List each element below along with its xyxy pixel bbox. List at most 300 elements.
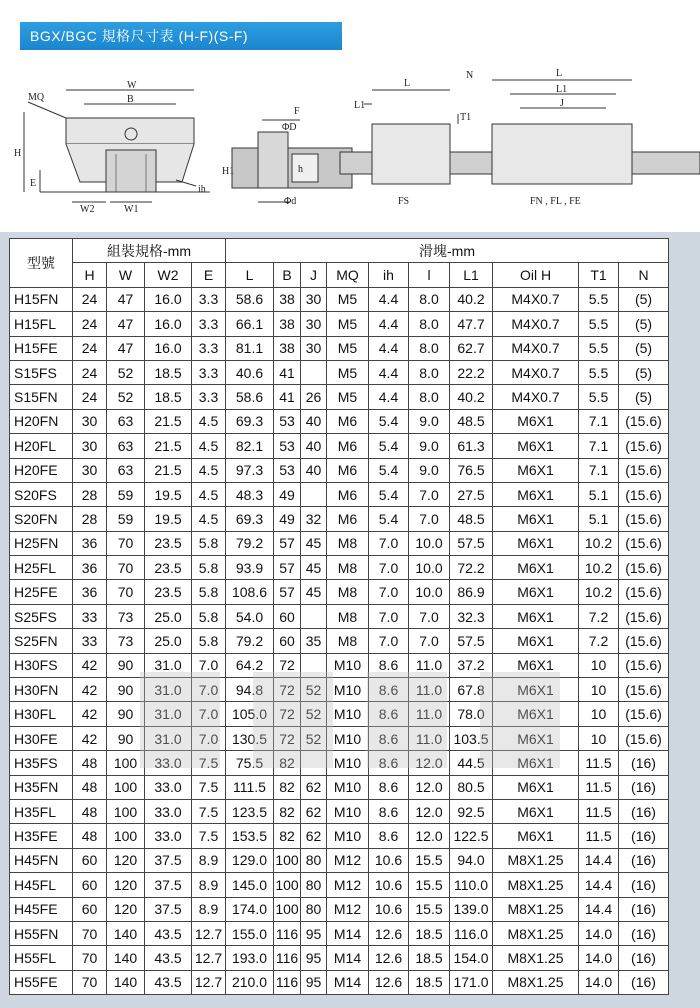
table-cell: M6X1 bbox=[493, 824, 579, 848]
table-cell: 72 bbox=[274, 726, 301, 750]
table-cell: 18.5 bbox=[409, 921, 450, 945]
table-cell: 10.6 bbox=[369, 873, 409, 897]
table-cell: 26 bbox=[301, 385, 327, 409]
table-cell: 54.0 bbox=[226, 604, 274, 628]
table-cell: 75.5 bbox=[226, 751, 274, 775]
table-cell: 3.3 bbox=[192, 312, 226, 336]
model-cell: S20FS bbox=[10, 482, 73, 506]
table-cell: M10 bbox=[327, 799, 369, 823]
column-header: MQ bbox=[327, 263, 369, 287]
header-model: 型號 bbox=[10, 239, 73, 288]
table-cell: 33 bbox=[73, 629, 107, 653]
table-cell: 44.5 bbox=[450, 751, 493, 775]
label-f: F bbox=[294, 106, 300, 117]
table-cell: (15.6) bbox=[619, 580, 669, 604]
table-cell: 41 bbox=[274, 385, 301, 409]
label-phi-d-lower: Φd bbox=[284, 196, 297, 207]
label-fn-l: L bbox=[556, 68, 563, 79]
table-cell: M12 bbox=[327, 848, 369, 872]
table-cell: (15.6) bbox=[619, 702, 669, 726]
table-cell: (16) bbox=[619, 970, 669, 994]
table-cell: 120 bbox=[107, 873, 145, 897]
table-row bbox=[10, 775, 669, 799]
table-cell: 7.5 bbox=[192, 824, 226, 848]
table-cell: 42 bbox=[73, 726, 107, 750]
table-row bbox=[10, 385, 669, 409]
table-cell: M8 bbox=[327, 531, 369, 555]
table-cell: 111.5 bbox=[226, 775, 274, 799]
table-cell: M8X1.25 bbox=[493, 946, 579, 970]
table-cell: 3.3 bbox=[192, 287, 226, 311]
model-cell: S15FS bbox=[10, 360, 73, 384]
table-cell: 36 bbox=[73, 580, 107, 604]
table-cell: 69.3 bbox=[226, 409, 274, 433]
fn-block-view bbox=[466, 68, 632, 207]
table-cell: 45 bbox=[301, 531, 327, 555]
table-row bbox=[10, 946, 669, 970]
table-cell: 62 bbox=[301, 824, 327, 848]
table-cell: 5.5 bbox=[579, 287, 619, 311]
table-cell: 52 bbox=[301, 702, 327, 726]
table-cell bbox=[301, 482, 327, 506]
table-row bbox=[10, 287, 669, 311]
table-cell: 100 bbox=[107, 751, 145, 775]
table-cell: 57.5 bbox=[450, 629, 493, 653]
table-cell: 12.0 bbox=[409, 751, 450, 775]
table-cell: 63 bbox=[107, 434, 145, 458]
table-cell: M10 bbox=[327, 775, 369, 799]
model-cell: H35FE bbox=[10, 824, 73, 848]
table-cell: 8.9 bbox=[192, 873, 226, 897]
table-cell: 9.0 bbox=[409, 458, 450, 482]
table-cell: 174.0 bbox=[226, 897, 274, 921]
table-cell: 23.5 bbox=[145, 556, 192, 580]
table-cell: 30 bbox=[73, 409, 107, 433]
table-row bbox=[10, 678, 669, 702]
model-cell: H55FE bbox=[10, 970, 73, 994]
table-cell: M6X1 bbox=[493, 702, 579, 726]
table-cell: 37.2 bbox=[450, 653, 493, 677]
table-cell: (5) bbox=[619, 385, 669, 409]
table-cell: 53 bbox=[274, 434, 301, 458]
table-cell: 42 bbox=[73, 653, 107, 677]
table-cell: 3.3 bbox=[192, 385, 226, 409]
table-cell: 86.9 bbox=[450, 580, 493, 604]
table-row bbox=[10, 653, 669, 677]
table-cell: 40.6 bbox=[226, 360, 274, 384]
table-cell: 5.1 bbox=[579, 482, 619, 506]
table-row bbox=[10, 360, 669, 384]
label-w2: W2 bbox=[80, 204, 95, 215]
table-cell: (5) bbox=[619, 360, 669, 384]
table-cell: 11.5 bbox=[579, 824, 619, 848]
model-cell: H45FL bbox=[10, 873, 73, 897]
table-cell: 5.4 bbox=[369, 409, 409, 433]
model-cell: H45FN bbox=[10, 848, 73, 872]
table-cell: 52 bbox=[301, 678, 327, 702]
table-cell: 122.5 bbox=[450, 824, 493, 848]
table-cell: M4X0.7 bbox=[493, 385, 579, 409]
table-cell: 92.5 bbox=[450, 799, 493, 823]
table-cell: 10 bbox=[579, 678, 619, 702]
table-cell: M6X1 bbox=[493, 799, 579, 823]
table-cell: M6X1 bbox=[493, 726, 579, 750]
model-cell: H15FN bbox=[10, 287, 73, 311]
table-cell: (15.6) bbox=[619, 531, 669, 555]
table-cell: M6X1 bbox=[493, 458, 579, 482]
table-cell: 21.5 bbox=[145, 434, 192, 458]
model-cell: H35FN bbox=[10, 775, 73, 799]
column-header: N bbox=[619, 263, 669, 287]
table-cell: M4X0.7 bbox=[493, 360, 579, 384]
table-cell: 7.0 bbox=[409, 629, 450, 653]
table-cell: 62 bbox=[301, 775, 327, 799]
table-cell: 52 bbox=[107, 360, 145, 384]
column-header: J bbox=[301, 263, 327, 287]
table-cell: 10.6 bbox=[369, 897, 409, 921]
table-cell: 30 bbox=[301, 287, 327, 311]
table-cell: 11.5 bbox=[579, 799, 619, 823]
table-cell: (5) bbox=[619, 287, 669, 311]
model-cell: H20FE bbox=[10, 458, 73, 482]
table-cell: (15.6) bbox=[619, 482, 669, 506]
table-cell: 3.3 bbox=[192, 360, 226, 384]
label-fn-l1: L1 bbox=[556, 84, 568, 95]
table-cell: M14 bbox=[327, 970, 369, 994]
table-cell: 8.0 bbox=[409, 287, 450, 311]
table-cell: 4.4 bbox=[369, 360, 409, 384]
table-cell: 22.2 bbox=[450, 360, 493, 384]
table-cell: 8.6 bbox=[369, 702, 409, 726]
table-cell: 15.5 bbox=[409, 848, 450, 872]
table-cell: 90 bbox=[107, 678, 145, 702]
table-cell: 10 bbox=[579, 702, 619, 726]
table-cell: 12.7 bbox=[192, 921, 226, 945]
table-cell: 70 bbox=[107, 556, 145, 580]
table-cell: 130.5 bbox=[226, 726, 274, 750]
table-cell: 70 bbox=[73, 970, 107, 994]
table-cell: 70 bbox=[107, 531, 145, 555]
label-fs-l1: L1 bbox=[354, 100, 366, 111]
table-cell: 90 bbox=[107, 702, 145, 726]
page-title: BGX/BGC 規格尺寸表 (H-F)(S-F) bbox=[20, 22, 342, 50]
table-cell: 80 bbox=[301, 897, 327, 921]
table-cell: 82 bbox=[274, 751, 301, 775]
table-cell: 18.5 bbox=[409, 946, 450, 970]
table-cell: 8.6 bbox=[369, 726, 409, 750]
table-cell: 47.7 bbox=[450, 312, 493, 336]
model-cell: H25FL bbox=[10, 556, 73, 580]
table-cell: 25.0 bbox=[145, 629, 192, 653]
table-cell: 12.6 bbox=[369, 921, 409, 945]
table-cell: 47 bbox=[107, 287, 145, 311]
label-ih: ih bbox=[198, 184, 206, 195]
table-cell: 69.3 bbox=[226, 507, 274, 531]
table-cell: 129.0 bbox=[226, 848, 274, 872]
table-cell: 37.5 bbox=[145, 873, 192, 897]
table-cell: 93.9 bbox=[226, 556, 274, 580]
table-cell: 14.0 bbox=[579, 970, 619, 994]
table-cell: 62 bbox=[301, 799, 327, 823]
cross-section-view bbox=[14, 80, 210, 215]
table-cell: M6X1 bbox=[493, 556, 579, 580]
table-cell: 33.0 bbox=[145, 799, 192, 823]
table-cell: 7.0 bbox=[369, 604, 409, 628]
table-cell: 90 bbox=[107, 726, 145, 750]
table-cell: 145.0 bbox=[226, 873, 274, 897]
table-cell: M6X1 bbox=[493, 629, 579, 653]
table-cell: 73 bbox=[107, 629, 145, 653]
table-cell: 61.3 bbox=[450, 434, 493, 458]
table-cell: 110.0 bbox=[450, 873, 493, 897]
table-cell: M6X1 bbox=[493, 409, 579, 433]
table-cell: 94.8 bbox=[226, 678, 274, 702]
table-cell: 57.5 bbox=[450, 531, 493, 555]
table-cell: 43.5 bbox=[145, 970, 192, 994]
table-row bbox=[10, 312, 669, 336]
table-cell: 4.4 bbox=[369, 385, 409, 409]
table-cell: M6X1 bbox=[493, 775, 579, 799]
label-fn-fl-fe: FN , FL , FE bbox=[530, 196, 581, 207]
model-cell: H30FL bbox=[10, 702, 73, 726]
table-cell: (15.6) bbox=[619, 556, 669, 580]
column-header-row bbox=[10, 263, 669, 287]
table-row bbox=[10, 970, 669, 994]
table-cell: 12.7 bbox=[192, 946, 226, 970]
table-cell: 9.0 bbox=[409, 409, 450, 433]
table-cell: 7.2 bbox=[579, 604, 619, 628]
table-cell: 7.2 bbox=[579, 629, 619, 653]
table-cell: 19.5 bbox=[145, 482, 192, 506]
table-cell: 70 bbox=[73, 921, 107, 945]
table-cell: 31.0 bbox=[145, 726, 192, 750]
label-e: E bbox=[30, 178, 37, 189]
table-cell: 23.5 bbox=[145, 580, 192, 604]
table-cell: 3.3 bbox=[192, 336, 226, 360]
table-cell bbox=[301, 360, 327, 384]
table-cell: 140 bbox=[107, 970, 145, 994]
table-cell: 4.4 bbox=[369, 336, 409, 360]
spec-table-panel bbox=[0, 232, 700, 1008]
table-row bbox=[10, 702, 669, 726]
table-cell: (16) bbox=[619, 799, 669, 823]
table-cell: 11.5 bbox=[579, 775, 619, 799]
table-cell: (15.6) bbox=[619, 507, 669, 531]
table-cell: 8.6 bbox=[369, 678, 409, 702]
table-cell: 38 bbox=[274, 312, 301, 336]
table-cell: M6 bbox=[327, 409, 369, 433]
table-cell: 11.0 bbox=[409, 726, 450, 750]
table-cell: 9.0 bbox=[409, 434, 450, 458]
table-cell: M5 bbox=[327, 385, 369, 409]
label-w: W bbox=[127, 80, 137, 91]
table-cell: 48.5 bbox=[450, 409, 493, 433]
table-cell: 5.5 bbox=[579, 312, 619, 336]
table-cell: 60 bbox=[274, 629, 301, 653]
table-cell: 105.0 bbox=[226, 702, 274, 726]
table-cell: 79.2 bbox=[226, 531, 274, 555]
model-cell: H25FE bbox=[10, 580, 73, 604]
table-cell: 8.0 bbox=[409, 360, 450, 384]
table-cell: 7.0 bbox=[369, 629, 409, 653]
table-cell: (15.6) bbox=[619, 678, 669, 702]
model-cell: H45FE bbox=[10, 897, 73, 921]
table-cell: 5.1 bbox=[579, 507, 619, 531]
table-cell: 5.4 bbox=[369, 458, 409, 482]
label-mq: MQ bbox=[28, 92, 45, 103]
table-cell: 16.0 bbox=[145, 336, 192, 360]
table-row bbox=[10, 629, 669, 653]
table-cell: 7.0 bbox=[192, 726, 226, 750]
table-cell: 123.5 bbox=[226, 799, 274, 823]
table-cell: 28 bbox=[73, 482, 107, 506]
table-cell: 7.1 bbox=[579, 409, 619, 433]
table-cell: M6X1 bbox=[493, 580, 579, 604]
table-cell: M6X1 bbox=[493, 604, 579, 628]
table-cell: M5 bbox=[327, 312, 369, 336]
column-header: l bbox=[409, 263, 450, 287]
table-cell: 57 bbox=[274, 580, 301, 604]
table-cell: 95 bbox=[301, 946, 327, 970]
table-cell: 57 bbox=[274, 556, 301, 580]
table-row bbox=[10, 580, 669, 604]
table-cell: 155.0 bbox=[226, 921, 274, 945]
table-cell: 37.5 bbox=[145, 897, 192, 921]
table-cell: 42 bbox=[73, 678, 107, 702]
table-cell: 41 bbox=[274, 360, 301, 384]
table-cell: 7.0 bbox=[192, 678, 226, 702]
table-cell: 5.4 bbox=[369, 507, 409, 531]
table-cell: 18.5 bbox=[409, 970, 450, 994]
table-cell: M14 bbox=[327, 946, 369, 970]
table-cell: 24 bbox=[73, 360, 107, 384]
table-cell: M10 bbox=[327, 653, 369, 677]
table-cell: 8.9 bbox=[192, 897, 226, 921]
table-cell: 116 bbox=[274, 921, 301, 945]
table-cell: M4X0.7 bbox=[493, 336, 579, 360]
table-cell: 35 bbox=[301, 629, 327, 653]
table-cell: 53 bbox=[274, 409, 301, 433]
table-cell: 5.8 bbox=[192, 629, 226, 653]
table-cell: 14.4 bbox=[579, 873, 619, 897]
table-cell: M8 bbox=[327, 556, 369, 580]
table-cell: 4.5 bbox=[192, 409, 226, 433]
table-cell: (15.6) bbox=[619, 629, 669, 653]
table-cell: 49 bbox=[274, 507, 301, 531]
label-phi-d-upper: ΦD bbox=[282, 122, 297, 133]
table-cell: 82 bbox=[274, 775, 301, 799]
table-cell: 40.2 bbox=[450, 385, 493, 409]
label-h-small: h bbox=[298, 164, 303, 175]
table-cell: 7.5 bbox=[192, 775, 226, 799]
table-cell: 11.0 bbox=[409, 653, 450, 677]
table-cell: 7.1 bbox=[579, 458, 619, 482]
table-cell: (16) bbox=[619, 848, 669, 872]
table-row bbox=[10, 921, 669, 945]
table-cell: 70 bbox=[107, 580, 145, 604]
column-header: L bbox=[226, 263, 274, 287]
table-cell: 64.2 bbox=[226, 653, 274, 677]
table-cell: M6X1 bbox=[493, 482, 579, 506]
table-cell: 16.0 bbox=[145, 287, 192, 311]
table-cell: 31.0 bbox=[145, 702, 192, 726]
model-cell: S15FN bbox=[10, 385, 73, 409]
table-cell: M4X0.7 bbox=[493, 312, 579, 336]
table-cell: 38 bbox=[274, 287, 301, 311]
table-cell: 154.0 bbox=[450, 946, 493, 970]
table-cell: 14.0 bbox=[579, 946, 619, 970]
table-cell: 73 bbox=[107, 604, 145, 628]
table-cell: M8 bbox=[327, 580, 369, 604]
table-cell: 47 bbox=[107, 312, 145, 336]
table-cell: 40 bbox=[301, 409, 327, 433]
table-cell: 95 bbox=[301, 970, 327, 994]
table-cell: 10 bbox=[579, 653, 619, 677]
table-cell: M8X1.25 bbox=[493, 970, 579, 994]
table-cell: M10 bbox=[327, 702, 369, 726]
table-cell: 7.5 bbox=[192, 751, 226, 775]
table-cell: 100 bbox=[107, 824, 145, 848]
table-body bbox=[10, 287, 669, 994]
table-cell: 8.6 bbox=[369, 775, 409, 799]
table-cell: (15.6) bbox=[619, 458, 669, 482]
table-cell: M6 bbox=[327, 434, 369, 458]
table-cell: (5) bbox=[619, 312, 669, 336]
table-cell: 48 bbox=[73, 751, 107, 775]
table-cell: (15.6) bbox=[619, 653, 669, 677]
table-cell: 27.5 bbox=[450, 482, 493, 506]
table-cell: 79.2 bbox=[226, 629, 274, 653]
table-cell: M14 bbox=[327, 921, 369, 945]
model-cell: H30FE bbox=[10, 726, 73, 750]
rail-side-view bbox=[222, 106, 352, 207]
table-cell: (15.6) bbox=[619, 434, 669, 458]
table-cell: 60 bbox=[73, 873, 107, 897]
table-cell: 14.4 bbox=[579, 897, 619, 921]
table-row bbox=[10, 409, 669, 433]
column-header: H bbox=[73, 263, 107, 287]
table-cell: 47 bbox=[107, 336, 145, 360]
table-cell: (15.6) bbox=[619, 409, 669, 433]
table-cell: 30 bbox=[73, 434, 107, 458]
table-cell: (16) bbox=[619, 751, 669, 775]
table-cell: 12.0 bbox=[409, 799, 450, 823]
column-header: L1 bbox=[450, 263, 493, 287]
table-cell: 40 bbox=[301, 434, 327, 458]
table-cell: 38 bbox=[274, 336, 301, 360]
table-cell: 120 bbox=[107, 848, 145, 872]
table-cell: 49 bbox=[274, 482, 301, 506]
table-cell: 80 bbox=[301, 873, 327, 897]
table-cell bbox=[301, 604, 327, 628]
model-cell: S25FS bbox=[10, 604, 73, 628]
table-cell: 8.0 bbox=[409, 385, 450, 409]
table-cell: 82.1 bbox=[226, 434, 274, 458]
table-cell: (16) bbox=[619, 946, 669, 970]
table-cell: 11.0 bbox=[409, 702, 450, 726]
table-cell: 60 bbox=[274, 604, 301, 628]
table-cell: 24 bbox=[73, 336, 107, 360]
table-cell: 33.0 bbox=[145, 775, 192, 799]
table-cell: (16) bbox=[619, 775, 669, 799]
table-cell: 97.3 bbox=[226, 458, 274, 482]
table-cell: 63 bbox=[107, 458, 145, 482]
table-cell: M5 bbox=[327, 336, 369, 360]
table-cell: 57 bbox=[274, 531, 301, 555]
table-cell: 45 bbox=[301, 556, 327, 580]
table-cell: M6X1 bbox=[493, 678, 579, 702]
table-cell: 43.5 bbox=[145, 946, 192, 970]
